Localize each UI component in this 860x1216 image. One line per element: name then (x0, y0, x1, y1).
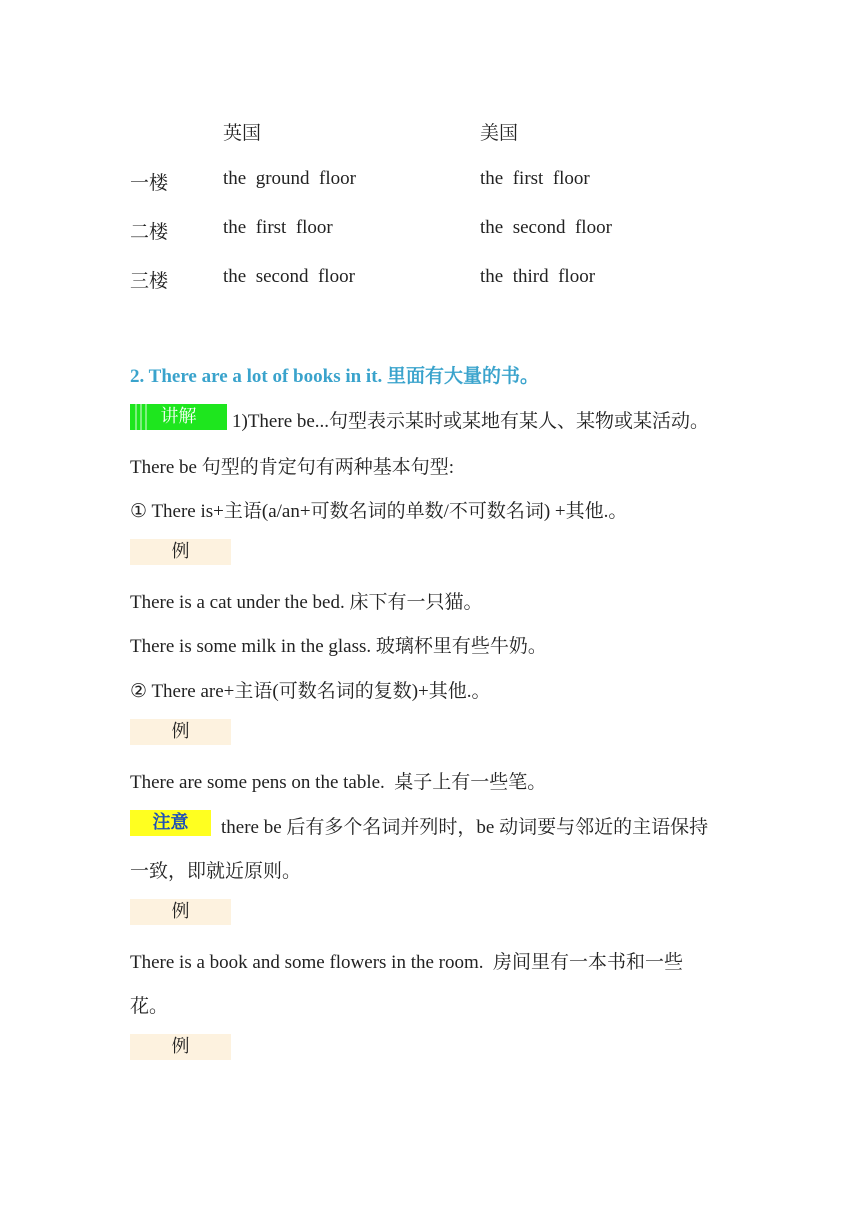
table-row (130, 266, 750, 296)
us-term: the third floor (480, 266, 596, 287)
form-one: ① There is+主语(a/an+可数名词的单数/不可数名词) +其他.。 (130, 501, 628, 522)
floor-naming-table (130, 110, 750, 300)
table-header-row (130, 118, 750, 148)
example-sentence-line1: There is a book and some flowers in the room. 房间里有一本书和一些 (130, 952, 684, 973)
note-tag: 注意 (130, 810, 211, 836)
example-tag: 例 (130, 1034, 231, 1060)
floor-label: 三楼 (130, 271, 169, 292)
floor-label: 一楼 (130, 173, 169, 194)
table-row (130, 168, 750, 198)
us-term: the first floor (480, 168, 590, 189)
explain-text: 1)There be...句型表示某时或某地有某人、某物或某活动。 (232, 411, 710, 432)
explain-tag (130, 404, 227, 430)
example-sentence-line2: 花。 (130, 996, 169, 1017)
example-sentence: There are some pens on the table. 桌子上有一些笔。 (130, 772, 547, 793)
table-row (130, 217, 750, 247)
example-tag: 例 (130, 899, 231, 925)
example-sentence: There is some milk in the glass. 玻璃杯里有些牛奶。 (130, 636, 547, 657)
header-us: 美国 (480, 123, 519, 144)
form-two: ② There are+主语(可数名词的复数)+其他.。 (130, 681, 491, 702)
note-text-line1: there be 后有多个名词并列时，be 动词要与邻近的主语保持 (221, 817, 709, 838)
tag-decoration (135, 404, 137, 430)
tag-decoration (140, 404, 142, 430)
example-tag: 例 (130, 539, 231, 565)
us-term: the second floor (480, 217, 612, 238)
example-tag: 例 (130, 719, 231, 745)
floor-label: 二楼 (130, 222, 169, 243)
uk-term: the second floor (223, 266, 355, 287)
forms-intro: There be 句型的肯定句有两种基本句型: (130, 457, 455, 478)
example-sentence: There is a cat under the bed. 床下有一只猫。 (130, 592, 483, 613)
uk-term: the first floor (223, 217, 333, 238)
header-uk: 英国 (223, 123, 262, 144)
section-heading: 2. There are a lot of books in it. 里面有大量的书。 (130, 366, 540, 387)
note-text-line2: 一致，即就近原则。 (130, 861, 302, 882)
tag-decoration (145, 404, 147, 430)
uk-term: the ground floor (223, 168, 356, 189)
explain-tag-label: 讲解 (160, 406, 197, 427)
